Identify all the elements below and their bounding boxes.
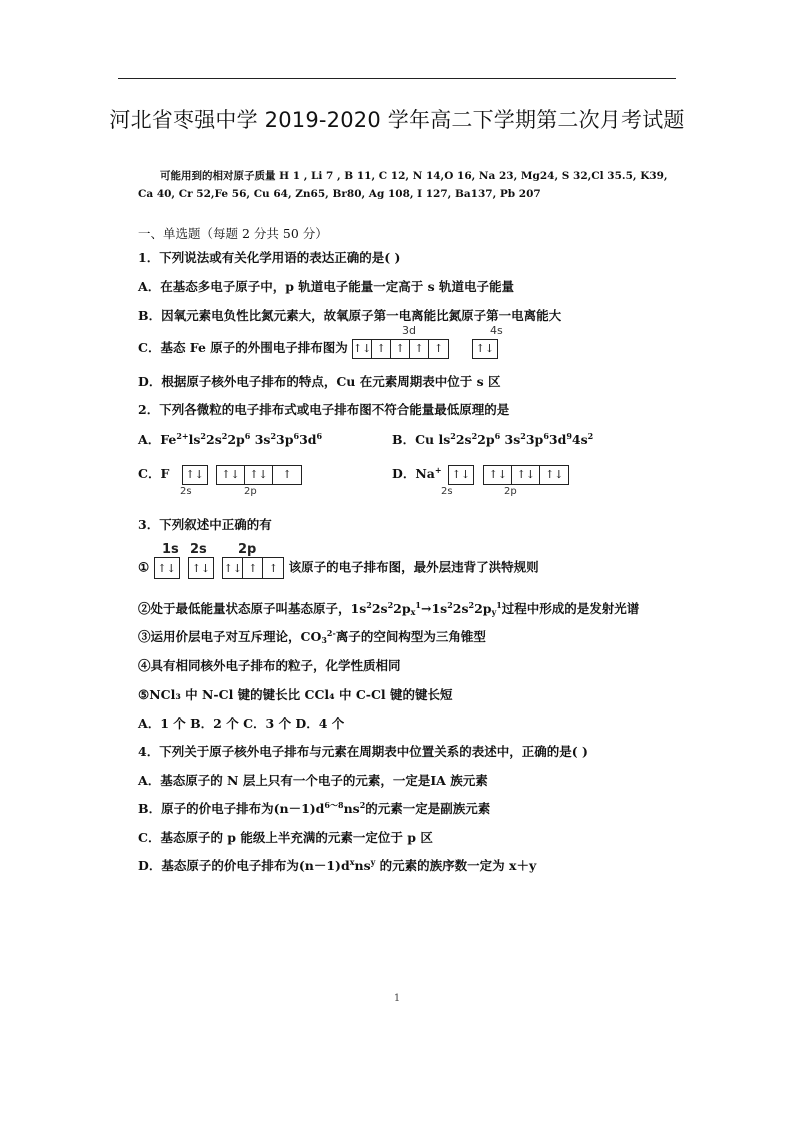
q3-item-5: ⑤NCl₃ 中 N-Cl 键的键长比 CCl₄ 中 C-Cl 键的键长短	[138, 687, 453, 702]
section-heading: 一、单选题（每题 2 分共 50 分）	[138, 226, 328, 241]
q2-option-d: D．Na+ ↑↓ ↑↓ ↑↓ ↑↓	[392, 464, 569, 485]
q1-option-a: A．在基态多电子原子中，p 轨道电子能量一定高于 s 轨道电子能量	[138, 279, 515, 294]
q3-stem: 3．下列叙述中正确的有	[138, 517, 272, 532]
q1-option-b: B．因氧元素电负性比氮元素大，故氧原子第一电离能比氮原子第一电离能大	[138, 308, 562, 323]
q3-item-4: ④具有相同核外电子排布的粒子，化学性质相同	[138, 658, 401, 673]
na-label-2p: 2p	[504, 486, 517, 497]
na-label-2s: 2s	[441, 486, 453, 497]
q2-stem: 2．下列各微粒的电子排布式或电子排布图不符合能量最低原理的是	[138, 402, 510, 417]
fe-3d-orbital-diagram: ↑↓ ↑ ↑ ↑ ↑	[352, 339, 449, 359]
q3-label-1s: 1s	[162, 542, 179, 557]
q1-stem: 1．下列说法或有关化学用语的表达正确的是( )	[138, 250, 401, 265]
q3-label-2s: 2s	[190, 542, 207, 557]
f-label-2s: 2s	[180, 486, 192, 497]
q1-option-d: D．根据原子核外电子排布的特点，Cu 在元素周期表中位于 s 区	[138, 374, 501, 389]
q4-option-b: B．原子的价电子排布为$(n-1)d^{6\sim 8}ns^2$的元素一定是副族元素	[138, 800, 491, 816]
q4-option-c: C．基态原子的 p 能级上半充满的元素一定位于 p 区	[138, 830, 433, 845]
label-4s: 4s	[490, 324, 503, 337]
q4-stem: 4．下列关于原子核外电子排布与元素在周期表中位置关系的表述中，正确的是( )	[138, 744, 588, 759]
q3-label-2p: 2p	[238, 542, 257, 557]
q3-2s-orbital-diagram: ↑↓	[188, 557, 214, 579]
q1-option-c	[138, 338, 498, 359]
f-label-2p: 2p	[244, 486, 257, 497]
na-2p-orbital-diagram: ↑↓ ↑↓ ↑↓	[483, 465, 569, 485]
q2-option-a: A．$Fe^{2+}ls^22s^22p^6$ $3s^23p^63d^6$	[138, 431, 323, 447]
q3-options: A．1 个 B．2 个 C．3 个 D．4 个	[138, 716, 345, 731]
f-2s-orbital-diagram: ↑↓	[182, 465, 208, 485]
na-2s-orbital-diagram: ↑↓	[448, 465, 474, 485]
label-3d: 3d	[402, 324, 416, 337]
q3-item-1: ① ↑↓ ↑↓ ↑↓ ↑ ↑ 该原子的电子排布图，最外层违背了洪特规则	[138, 557, 539, 579]
q3-item-2: ②处于最低能量状态原子叫基态原子，$1s^22s^22p_x^1\to 1s^22s^22p_y^1$过程中形成的是发射光谱	[138, 600, 640, 617]
q4-option-d: D．基态原子的价电子排布为$(n-1)d^xns^y$ 的元素的族序数一定为 x＋y	[138, 857, 537, 873]
q4-option-a: A．基态原子的 N 层上只有一个电子的元素，一定是ⅠA 族元素	[138, 773, 488, 788]
page-title: 河北省枣强中学 2019-2020 学年高二下学期第二次月考试题	[109, 108, 685, 132]
q3-1s-orbital-diagram: ↑↓	[154, 557, 180, 579]
q2-option-c: C．F ↑↓ ↑↓ ↑↓ ↑	[138, 464, 302, 485]
fe-4s-orbital-diagram: ↑↓	[472, 339, 498, 359]
q2-option-b: B．Cu $ls^22s^22p^6$ $3s^23p^63d^94s^2$	[392, 431, 594, 447]
q3-2p-orbital-diagram: ↑↓ ↑ ↑	[222, 557, 284, 579]
atomic-mass-line-1: 可能用到的相对原子质量 H 1 , Li 7 , B 11, C 12, N 14,O 16, Na 23, Mg24, S 32,Cl 35.5, K39,	[160, 170, 668, 182]
q1-option-c-text: C．基态 Fe 原子的外围电子排布图为	[138, 340, 348, 355]
f-2p-orbital-diagram: ↑↓ ↑↓ ↑	[216, 465, 302, 485]
q3-item-3: ③运用价层电子对互斥理论，$CO_3^{2-}$离子的空间构型为三角锥型	[138, 628, 486, 645]
page-number: 1	[393, 993, 401, 1004]
atomic-mass-line-2: Ca 40, Cr 52,Fe 56, Cu 64, Zn65, Br80, Ag 108, I 127, Ba137, Pb 207	[138, 188, 541, 200]
header-rule	[118, 78, 676, 79]
